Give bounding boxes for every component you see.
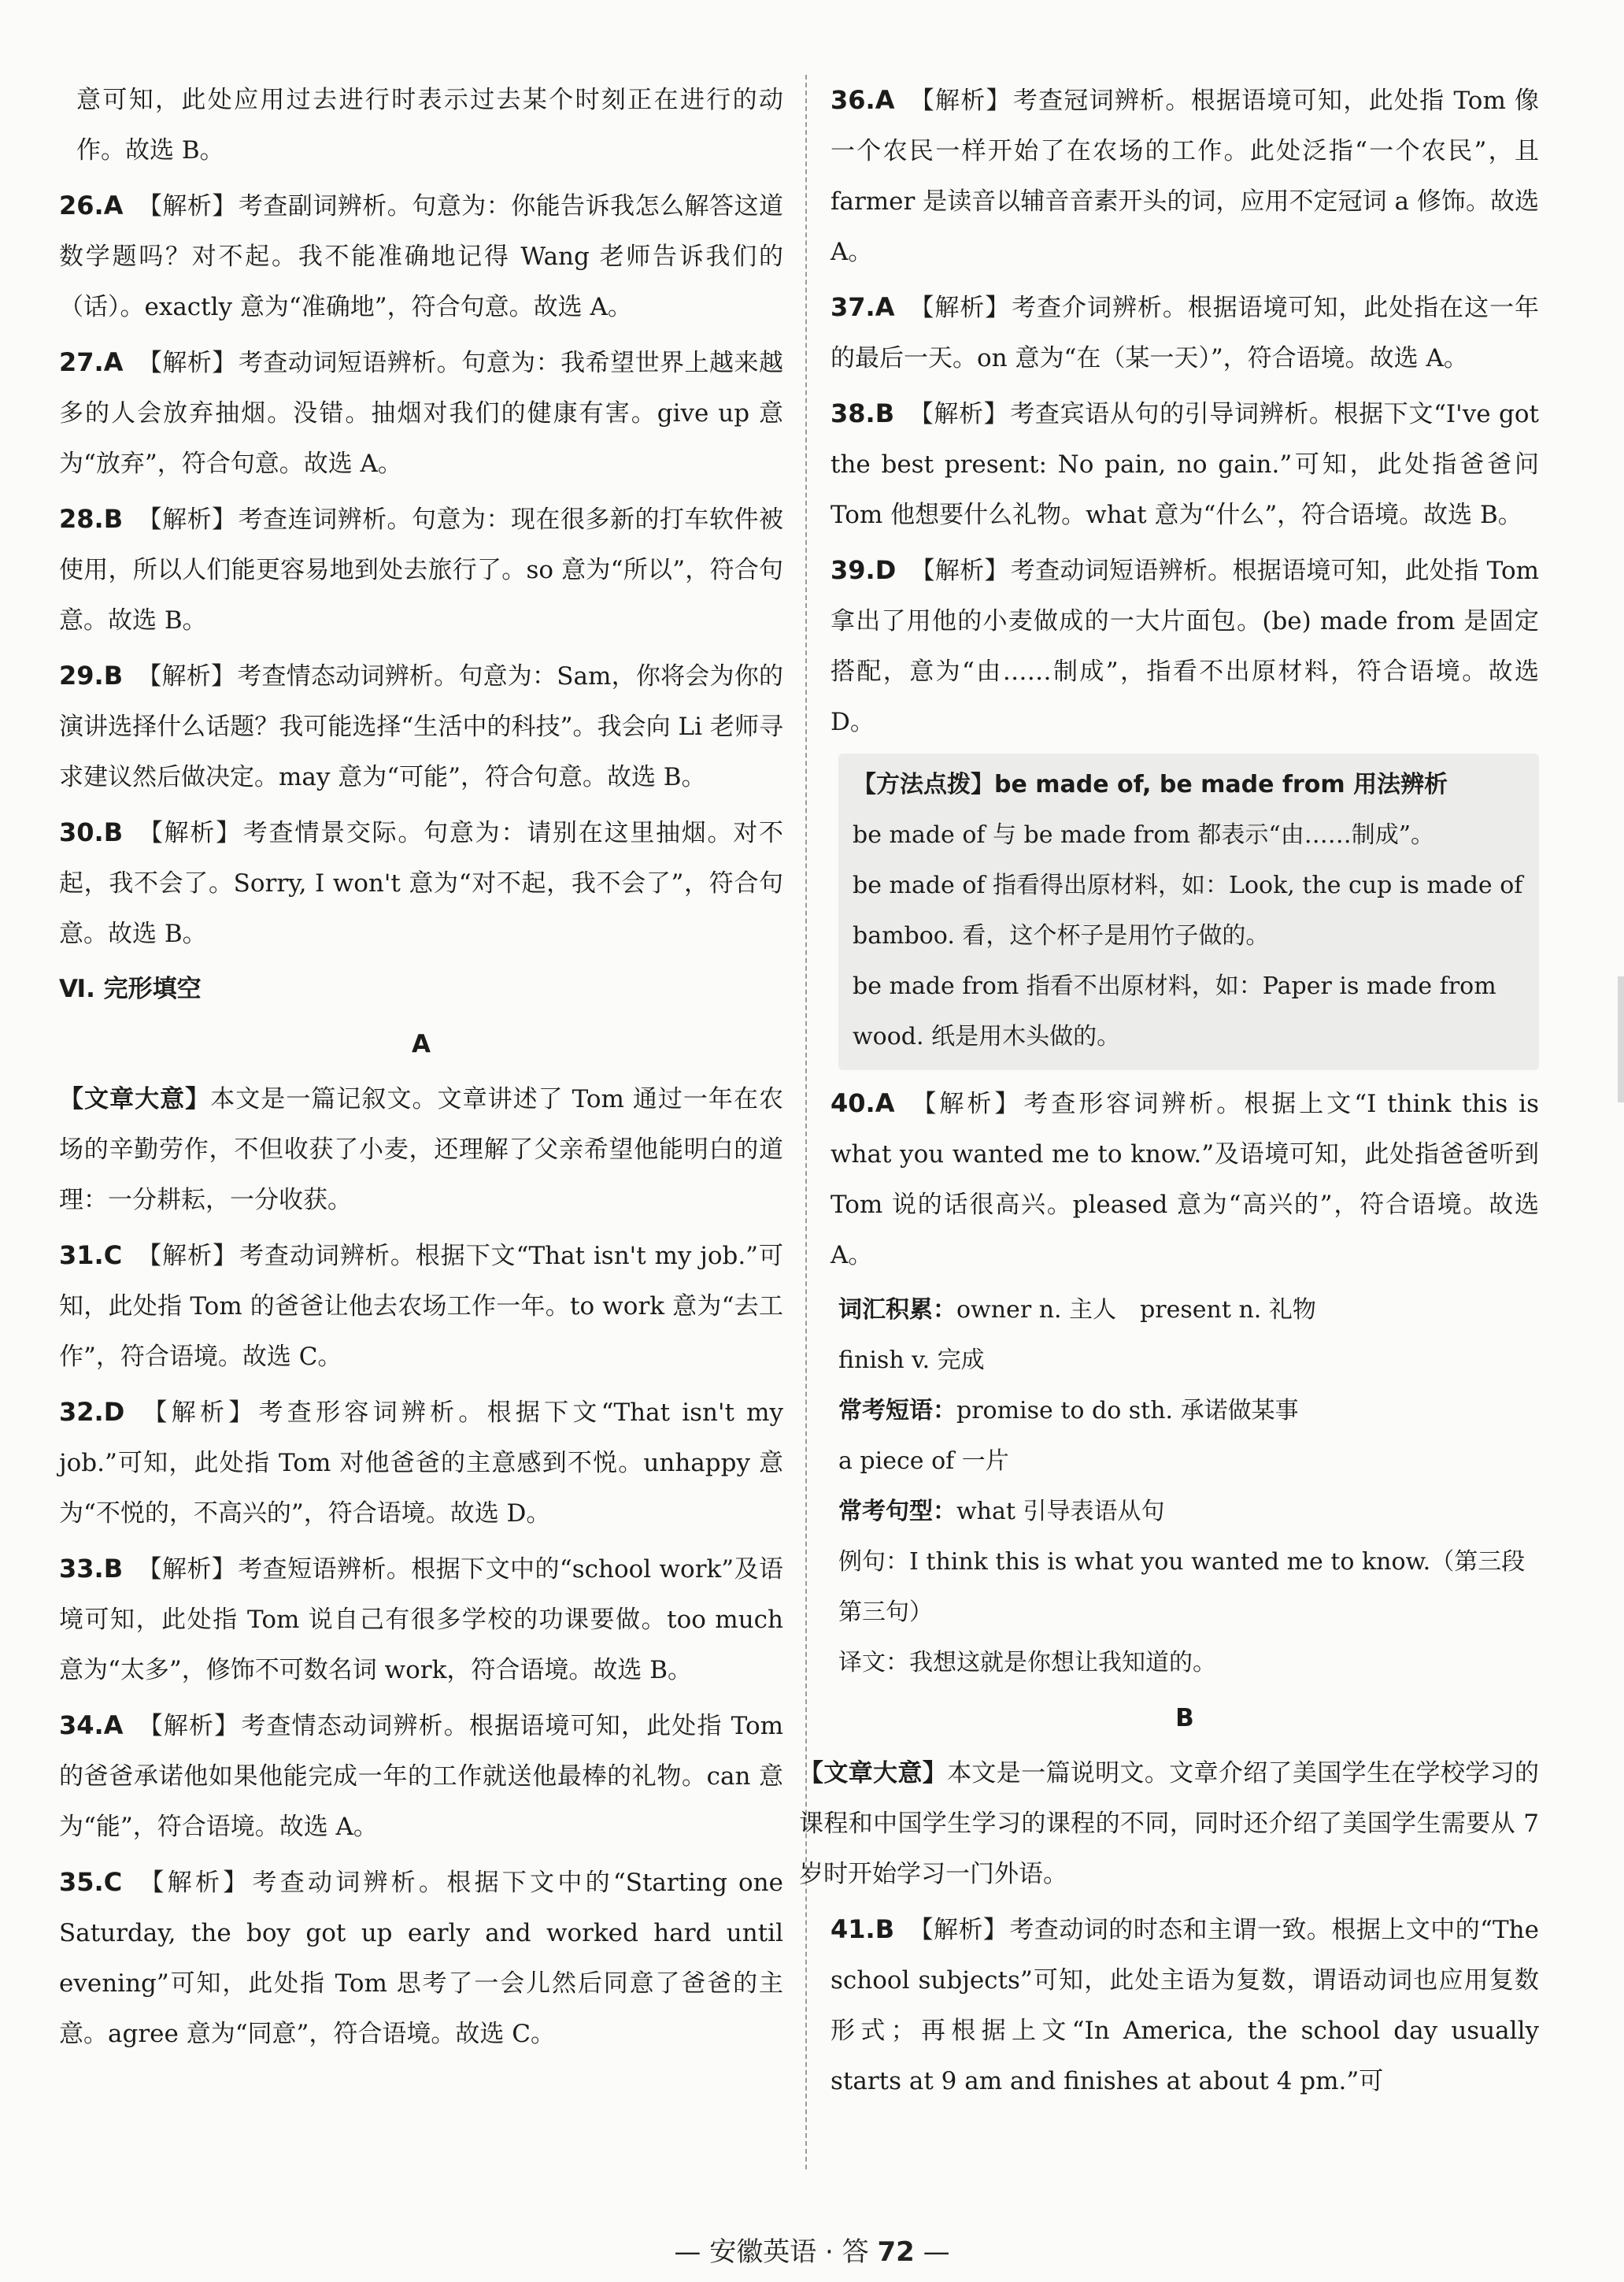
- analysis-text: 考查动词的时态和主谓一致。根据上文中的“The school subjects”可知，此处主语为复数，谓语动词也应用复数形式；再根据上文“In America, the school day usually starts at 9 am and finishes at about 4 pm.”可: [830, 1916, 1539, 2095]
- answer-item-34: [59, 1700, 783, 1852]
- summary-label: 【文章大意】: [799, 1759, 948, 1787]
- analysis-text: 考查情态动词辨析。根据语境可知，此处指 Tom 的爸爸承诺他如果他能完成一年的工作就送他最棒的礼物。can 意为“能”，符合语境。故选 A。: [59, 1712, 783, 1841]
- pattern-text: what 引导表语从句: [956, 1498, 1165, 1525]
- translation-text: 我想这就是你想让我知道的。: [909, 1649, 1216, 1676]
- answer-list-right-a: [830, 75, 1539, 747]
- page-number: 72: [877, 2236, 915, 2268]
- method-tip-box: [838, 754, 1539, 1070]
- footer-suffix: —: [914, 2236, 950, 2268]
- answer-item-28: [59, 494, 783, 646]
- analysis-tag: 【解析】: [139, 1398, 257, 1427]
- analysis-tag: 【解析】: [137, 349, 237, 377]
- phrase-line: [838, 1386, 1539, 1436]
- answer-list-left-a: [59, 180, 783, 959]
- analysis-text: 考查宾语从句的引导词辨析。根据下文“I've got the best present: No pain, no gain.”可知，此处指爸爸问 Tom 他想要什么礼物。what 意为“什么”，符合语境。故选 B。: [830, 400, 1540, 529]
- summary-text: 本文是一篇说明文。文章介绍了美国学生在学校学习的课程和中国学生学习的课程的不同，同时还介绍了美国学生需要从 7 岁时开始学习一门外语。: [799, 1759, 1540, 1888]
- vocab-line-2: finish v. 完成: [838, 1347, 985, 1374]
- analysis-tag: 【解析】: [136, 1242, 239, 1270]
- answer-number: 36.A: [830, 85, 895, 115]
- answer-number: 31.C: [59, 1240, 123, 1270]
- translation-label: 译文：: [838, 1649, 909, 1676]
- answer-item-26: [59, 180, 783, 332]
- answer-number: 27.A: [59, 347, 124, 377]
- answer-item-37: [830, 282, 1539, 383]
- answer-number: 37.A: [830, 292, 895, 322]
- analysis-tag: 【解析】: [137, 192, 237, 220]
- answer-item-29: [59, 650, 783, 802]
- analysis-text: 考查动词短语辨析。句意为：我希望世界上越来越多的人会放弃抽烟。没错。抽烟对我们的健康有害。give up 意为“放弃”，符合句意。故选 A。: [59, 349, 784, 478]
- analysis-tag: 【解析】: [136, 1869, 251, 1897]
- answer-number: 41.B: [830, 1914, 895, 1944]
- left-column: [59, 75, 783, 2064]
- answer-list-left-b: [59, 1230, 783, 2059]
- answer-item-41: [830, 1904, 1539, 2106]
- example-text: I think this is what you wanted me to know.（第三段第三句）: [838, 1548, 1526, 1626]
- vocab-text: owner n. 主人 present n. 礼物: [956, 1296, 1316, 1324]
- answer-item-31: [59, 1230, 783, 1382]
- continuation-text: 意可知，此处应用过去进行时表示过去某个时刻正在进行的动作。故选 B。: [76, 86, 783, 165]
- tip-line: be made of 与 be made from 都表示“由……制成”。: [853, 821, 1435, 849]
- translation-line: [838, 1638, 1539, 1688]
- answer-number: 30.B: [59, 817, 124, 847]
- answer-item-33: [59, 1543, 783, 1695]
- phrase-text: promise to do sth. 承诺做某事: [956, 1397, 1299, 1424]
- analysis-text: 考查动词辨析。根据下文中的“Starting one Saturday, the boy got up early and worked hard until evening”可知，此处指 Tom 思考了一会儿然后同意了爸爸的主意。agree 意为“同意”，符合语境。故选 C。: [59, 1869, 783, 2048]
- analysis-text: 考查情态动词辨析。句意为：Sam，你将会为你的演讲选择什么话题？我可能选择“生活中的科技”。我会向 Li 老师寻求建议然后做决定。may 意为“可能”，符合句意。故选 B。: [59, 662, 783, 791]
- analysis-text: 考查副词辨析。句意为：你能告诉我怎么解答这道数学题吗？对不起。我不能准确地记得 Wang 老师告诉我们的（话）。exactly 意为“准确地”，符合句意。故选 A。: [59, 192, 784, 321]
- analysis-text: 考查动词短语辨析。根据语境可知，此处指 Tom 拿出了用他的小麦做成的一大片面包。(be) made from 是固定搭配，意为“由……制成”，指看不出原材料，符合语境。故选 D。: [830, 557, 1539, 736]
- answer-number: 28.B: [59, 504, 124, 534]
- pattern-label: 常考句型：: [838, 1498, 956, 1525]
- answer-item-40: [830, 1078, 1539, 1280]
- answer-item-36: [830, 75, 1539, 277]
- answer-number: 32.D: [59, 1397, 125, 1427]
- answer-item-27: [59, 337, 783, 489]
- answer-number: 39.D: [830, 555, 897, 585]
- answer-number: 40.A: [830, 1088, 895, 1118]
- passage-a-heading: A: [412, 1030, 431, 1058]
- answer-item-30: [59, 807, 783, 959]
- answer-item-39: [830, 545, 1539, 747]
- analysis-text: 考查介词辨析。根据语境可知，此处指在这一年的最后一天。on 意为“在（某一天）”，符合语境。故选 A。: [830, 294, 1540, 372]
- analysis-tag: 【解析】: [908, 400, 1009, 428]
- analysis-text: 考查短语辨析。根据下文中的“school work”及语境可知，此处指 Tom 说自己有很多学校的功课要做。too much 意为“太多”，修饰不可数名词 work，符合语境。故选 B。: [59, 1555, 784, 1684]
- summary-label: 【文章大意】: [59, 1085, 211, 1113]
- page-edge-shadow: [1618, 976, 1624, 1102]
- analysis-tag: 【解析】: [137, 506, 237, 534]
- example-line: [838, 1537, 1539, 1638]
- tip-line: be made from 指看不出原材料，如：Paper is made from wood. 纸是用木头做的。: [853, 972, 1496, 1050]
- example-label: 例句：: [838, 1548, 909, 1576]
- tip-line: be made of 指看得出原材料，如：Look, the cup is made of bamboo. 看，这个杯子是用竹子做的。: [853, 872, 1523, 950]
- pattern-line: [838, 1487, 1539, 1537]
- answer-number: 29.B: [59, 661, 124, 691]
- summary-text: 本文是一篇记叙文。文章讲述了 Tom 通过一年在农场的辛勤劳作，不但收获了小麦，还理解了父亲希望他能明白的道理：一分耕耘，一分收获。: [59, 1085, 783, 1214]
- analysis-tag: 【解析】: [137, 1555, 237, 1584]
- analysis-tag: 【解析】: [908, 1090, 1023, 1118]
- analysis-tag: 【解析】: [908, 294, 1011, 322]
- passage-b-heading: B: [1175, 1704, 1194, 1732]
- right-column: [799, 75, 1540, 2111]
- analysis-tag: 【解析】: [910, 557, 1009, 585]
- answer-item-38: [830, 388, 1539, 540]
- analysis-tag: 【解析】: [137, 1712, 240, 1740]
- analysis-text: 考查形容词辨析。根据上文“I think this is what you wanted me to know.”及语境可知，此处指爸爸听到 Tom 说的话很高兴。pleased 意为“高兴的”，符合语境。故选 A。: [830, 1090, 1540, 1269]
- analysis-text: 考查形容词辨析。根据下文“That isn't my job.”可知，此处指 Tom 对他爸爸的主意感到不悦。unhappy 意为“不悦的，不高兴的”，符合语境。故选 D。: [59, 1398, 783, 1528]
- answer-number: 26.A: [59, 191, 124, 220]
- phrase-label: 常考短语：: [838, 1397, 956, 1424]
- answer-item-35: [59, 1857, 783, 2059]
- section-title: Ⅵ. 完形填空: [59, 975, 202, 1003]
- passage-b-summary: [799, 1748, 1539, 1899]
- vocab-line: [838, 1285, 1539, 1335]
- footer-prefix: — 安徽英语 · 答: [674, 2236, 878, 2268]
- continuation-paragraph: [59, 75, 783, 176]
- analysis-text: 考查连词辨析。句意为：现在很多新的打车软件被使用，所以人们能更容易地到处去旅行了。so 意为“所以”，符合句意。故选 B。: [59, 506, 784, 635]
- answer-item-32: [59, 1387, 783, 1539]
- answer-number: 35.C: [59, 1867, 123, 1897]
- analysis-tag: 【解析】: [137, 819, 242, 847]
- vocabulary-notes: [838, 1285, 1539, 1688]
- analysis-text: 考查动词辨析。根据下文“That isn't my job.”可知，此处指 Tom 的爸爸让他去农场工作一年。to work 意为“去工作”，符合语境。故选 C。: [59, 1242, 784, 1371]
- answer-number: 34.A: [59, 1710, 124, 1740]
- tip-title: 【方法点拨】be made of, be made from 用法辨析: [853, 771, 1448, 798]
- answer-number: 33.B: [59, 1554, 124, 1584]
- analysis-text: 考查情景交际。句意为：请别在这里抽烟。对不起，我不会了。Sorry, I won't 意为“对不起，我不会了”，符合句意。故选 B。: [59, 819, 784, 948]
- analysis-tag: 【解析】: [908, 1916, 1008, 1944]
- analysis-tag: 【解析】: [137, 662, 236, 691]
- page-footer: [0, 2230, 1624, 2269]
- analysis-text: 考查冠词辨析。根据语境可知，此处指 Tom 像一个农民一样开始了在农场的工作。此处泛指“一个农民”，且 farmer 是读音以辅音音素开头的词，应用不定冠词 a 修饰。故选 A。: [830, 87, 1539, 266]
- passage-a-summary: [59, 1074, 783, 1225]
- phrase-line-2: a piece of 一片: [838, 1447, 1009, 1475]
- analysis-tag: 【解析】: [908, 87, 1012, 115]
- answer-number: 38.B: [830, 398, 895, 428]
- vocab-label: 词汇积累：: [838, 1296, 956, 1324]
